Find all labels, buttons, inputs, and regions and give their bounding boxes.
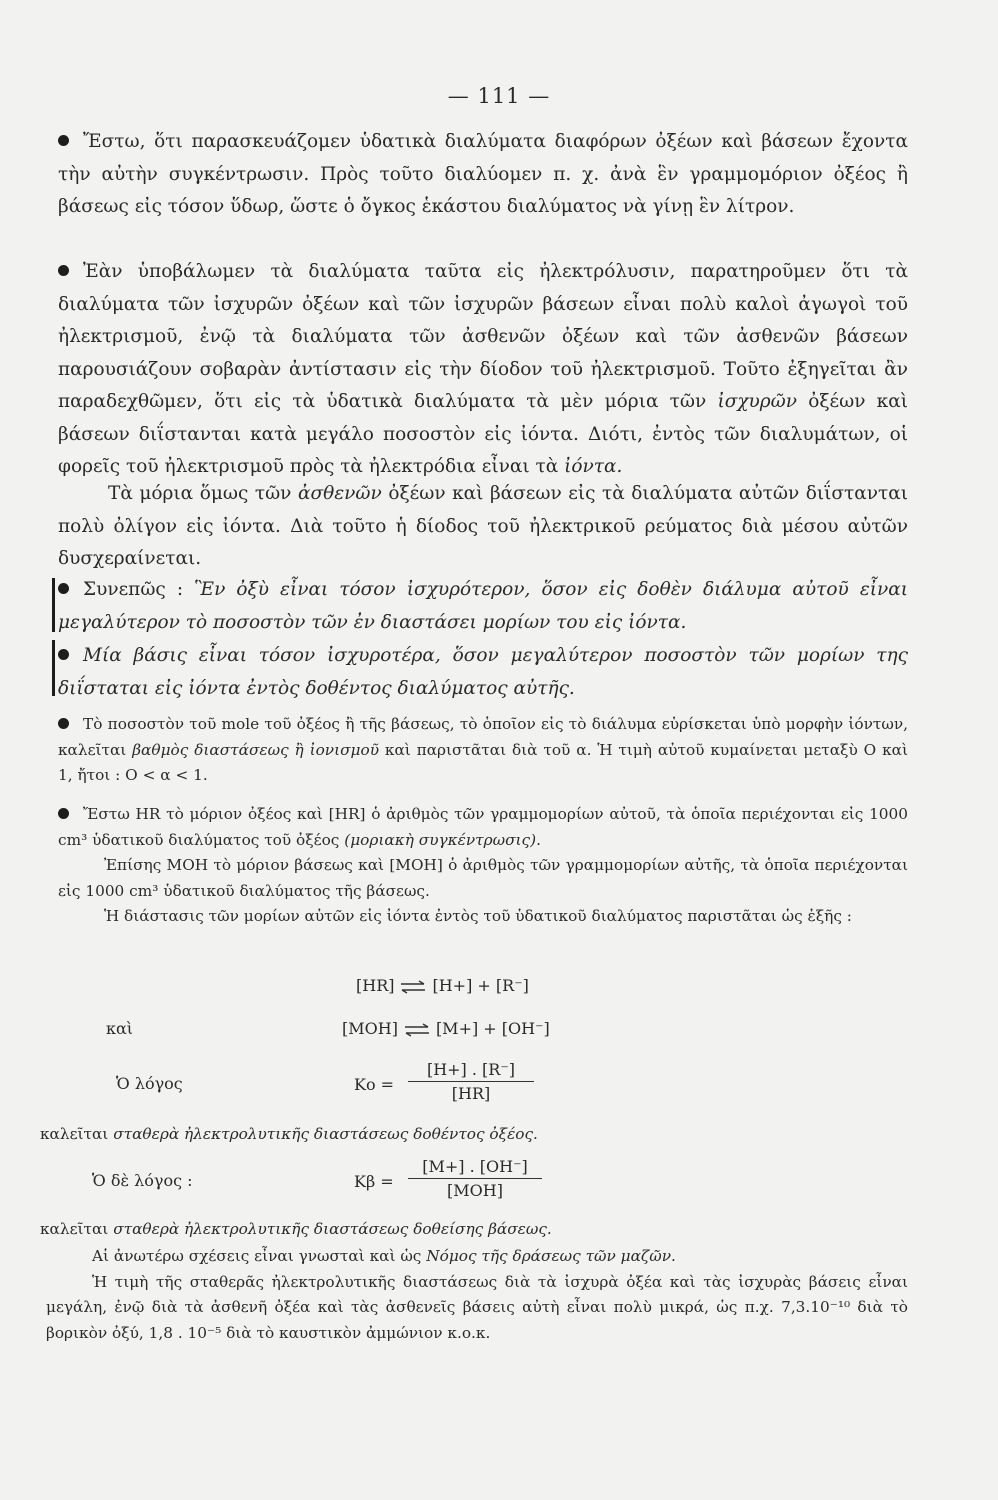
margin-rule xyxy=(52,578,55,632)
paragraph-2 xyxy=(58,256,908,484)
equilibrium-arrows-icon xyxy=(404,1023,430,1037)
rule-acid xyxy=(58,574,908,639)
paragraph-4-text-b: καὶ παριστᾶται διὰ τοῦ α. Ἡ τιμὴ αὐτοῦ κυμαίνεται μεταξὺ Ο καὶ 1, ἤτοι : Ο < α < 1. xyxy=(58,740,908,784)
equation-base-dissociation xyxy=(342,1019,550,1038)
paragraph-5-emph: (μοριακὴ συγκέντρωσις). xyxy=(344,830,541,849)
equation-label-de-logos: Ὁ δὲ λόγος : xyxy=(92,1171,193,1190)
bullet-dot-icon xyxy=(58,808,69,819)
equation-acid-left: [HR] xyxy=(356,976,395,995)
rule-acid-lead: Συνεπῶς : xyxy=(83,579,184,600)
paragraph-3-emph: ἀσθενῶν xyxy=(298,483,382,504)
paragraph-6-emph: Νόμος τῆς δράσεως τῶν μαζῶν. xyxy=(426,1247,676,1265)
equation-ko-denominator: [HR] xyxy=(451,1084,491,1103)
bullet-dot-icon xyxy=(58,135,69,146)
bullet-dot-icon xyxy=(58,265,69,276)
ko-definition-text: καλεῖται xyxy=(40,1125,109,1143)
ko-definition-emph: σταθερὰ ἠλεκτρολυτικῆς διαστάσεως δοθέντος ὀξέος. xyxy=(113,1125,538,1143)
paragraph-5-text-a: Ἔστω HR τὸ μόριον ὀξέος καὶ [HR] ὁ ἀριθμὸς τῶν γραμμομορίων αὐτοῦ, τὰ ὁποῖα περιέχονται εἰς 1000 cm³ ὑδατικοῦ διαλύματος τοῦ ὀξέος xyxy=(58,805,908,849)
paragraph-6-text-a: Αἱ ἀνωτέρω σχέσεις εἶναι γνωσταὶ καὶ ὡς xyxy=(92,1247,422,1265)
paragraph-6 xyxy=(46,1244,908,1346)
kb-definition xyxy=(40,1217,890,1243)
bullet-dot-icon xyxy=(58,718,69,729)
equation-base-left: [MOH] xyxy=(342,1019,398,1038)
paragraph-5-text-c: Ἡ διάστασις τῶν μορίων αὐτῶν εἰς ἰόντα ἐντὸς τοῦ ὑδατικοῦ διαλύματος παριστᾶται ὡς ἑξῆς : xyxy=(104,907,852,925)
kb-definition-text: καλεῖται xyxy=(40,1220,109,1238)
paragraph-4-text-a: Τὸ ποσοστὸν τοῦ mole τοῦ ὀξέος ἢ τῆς βάσεως, τὸ ὁποῖον εἰς τὸ διάλυμα εὑρίσκεται ὑπὸ μορφὴν ἰόντων, καλεῖται xyxy=(58,715,908,759)
rule-acid-text: Ἓν ὀξὺ εἶναι τόσον ἰσχυρότερον, ὅσον εἰς δοθὲν διάλυμα αὐτοῦ εἶναι μεγαλύτερον τὸ ποσοστὸν τῶν ἐν διαστάσει μορίων του εἰς ἰόντα. xyxy=(58,579,908,633)
bullet-dot-icon xyxy=(58,649,69,660)
equation-acid-dissociation xyxy=(356,976,529,995)
equation-ko-lhs: Κο = xyxy=(354,1075,395,1094)
paragraph-2-emph-a: ἰσχυρῶν xyxy=(717,391,797,412)
equation-kb-lhs: Κβ = xyxy=(354,1172,394,1191)
equilibrium-arrows-icon xyxy=(400,980,426,994)
paragraph-4 xyxy=(58,712,908,789)
equation-ko-numerator: [H+] . [R⁻] xyxy=(408,1060,534,1082)
paragraph-5 xyxy=(58,802,908,930)
kb-definition-emph: σταθερὰ ἠλεκτρολυτικῆς διαστάσεως δοθείσης βάσεως. xyxy=(113,1220,552,1238)
paragraph-4-emph: βαθμὸς διαστάσεως ἢ ἰονισμοῦ xyxy=(132,740,379,759)
equation-label-logos: Ὁ λόγος xyxy=(116,1074,183,1093)
margin-rule xyxy=(52,640,55,696)
rule-base-text: Μία βάσις εἶναι τόσον ἰσχυροτέρα, ὅσον μεγαλύτερον ποσοστὸν τῶν μορίων της διΐσταται εἰς ἰόντα ἐντὸς δοθέντος διαλύματος αὐτῆς. xyxy=(58,645,908,699)
paragraph-1 xyxy=(58,126,908,224)
ko-definition xyxy=(40,1122,890,1148)
paragraph-3 xyxy=(58,478,908,576)
paragraph-3-text-a: Τὰ μόρια ὅμως τῶν xyxy=(108,483,292,504)
equation-base-right: [M+] + [OH⁻] xyxy=(435,1019,550,1038)
equation-acid-right: [H+] + [R⁻] xyxy=(432,976,529,995)
rule-base xyxy=(58,640,908,705)
equation-kb-fraction xyxy=(408,1157,542,1200)
equation-kb-denominator: [MOH] xyxy=(447,1181,503,1200)
paragraph-2-text-a: Ἐὰν ὑποβάλωμεν τὰ διαλύματα ταῦτα εἰς ἠλεκτρόλυσιν, παρατηροῦμεν ὅτι τὰ διαλύματα τῶν ἰσχυρῶν ὀξέων καὶ τῶν ἰσχυρῶν βάσεων εἶναι πολὺ καλοὶ ἀγωγοὶ τοῦ ἠλεκτρισμοῦ, ἐνῷ τὰ διαλύματα τῶν ἀσθενῶν ὀξέων καὶ τῶν ἀσθενῶν βάσεων παρουσιάζουν σοβαρὰν ἀντίστασιν εἰς τὴν δίοδον τοῦ ἠλεκτρισμοῦ. Τοῦτο ἐξηγεῖται ἂν παραδεχθῶμεν, ὅτι εἰς τὰ ὑδατικὰ διαλύματα τὰ μὲν μόρια τῶν xyxy=(58,261,908,412)
paragraph-2-text-b: ὀξέων καὶ βάσεων διΐστανται κατὰ μεγάλο ποσοστὸν εἰς ἰόντα. Διότι, ἐντὸς τῶν διαλυμάτων, οἱ φορεῖς τοῦ ἠλεκτρισμοῦ πρὸς τὰ ἠλεκτρόδια εἶναι τὰ xyxy=(58,391,908,477)
paragraph-2-emph-b: ἰόντα. xyxy=(564,456,623,477)
equation-kb-numerator: [M+] . [OH⁻] xyxy=(408,1157,542,1179)
page-number: — 111 — xyxy=(447,84,551,108)
paragraph-3-text-b: ὀξέων καὶ βάσεων εἰς τὰ διαλύματα αὐτῶν διΐστανται πολὺ ὀλίγον εἰς ἰόντα. Διὰ τοῦτο ἡ δίοδος τοῦ ἠλεκτρικοῦ ρεύματος διὰ μέσου αὐτῶν δυσχεραίνεται. xyxy=(58,483,909,569)
equation-ko-fraction xyxy=(408,1060,534,1103)
equation-label-kai: καὶ xyxy=(106,1019,134,1038)
paragraph-5-text-b: Ἐπίσης ΜΟΗ τὸ μόριον βάσεως καὶ [ΜΟΗ] ὁ ἀριθμὸς τῶν γραμμομορίων αὐτῆς, τὰ ὁποῖα περιέχονται εἰς 1000 cm³ ὑδατικοῦ διαλύματος τῆς βάσεως. xyxy=(58,856,908,900)
paragraph-6-text-b: Ἡ τιμὴ τῆς σταθερᾶς ἠλεκτρολυτικῆς διαστάσεως διὰ τὰ ἰσχυρὰ ὀξέα καὶ τὰς ἰσχυρὰς βάσεις εἶναι μεγάλη, ἐνῷ διὰ τὰ ἀσθενῆ ὀξέα καὶ τὰς ἀσθενεῖς βάσεις αὐτὴ εἶναι πολὺ μικρά, ὡς π.χ. 7,3.10⁻¹⁰ διὰ τὸ βορικὸν ὀξύ, 1,8 . 10⁻⁵ διὰ τὸ καυστικὸν ἀμμώνιον κ.ο.κ. xyxy=(46,1272,908,1342)
paragraph-1-text: Ἔστω, ὅτι παρασκευάζομεν ὑδατικὰ διαλύματα διαφόρων ὀξέων καὶ βάσεων ἔχοντα τὴν αὐτὴν συγκέντρωσιν. Πρὸς τοῦτο διαλύομεν π. χ. ἀνὰ ἓν γραμμομόριον ὀξέος ἢ βάσεως εἰς τόσον ὕδωρ, ὥστε ὁ ὄγκος ἑκάστου διαλύματος νὰ γίνῃ ἓν λίτρον. xyxy=(58,131,908,217)
bullet-dot-icon xyxy=(58,583,69,594)
